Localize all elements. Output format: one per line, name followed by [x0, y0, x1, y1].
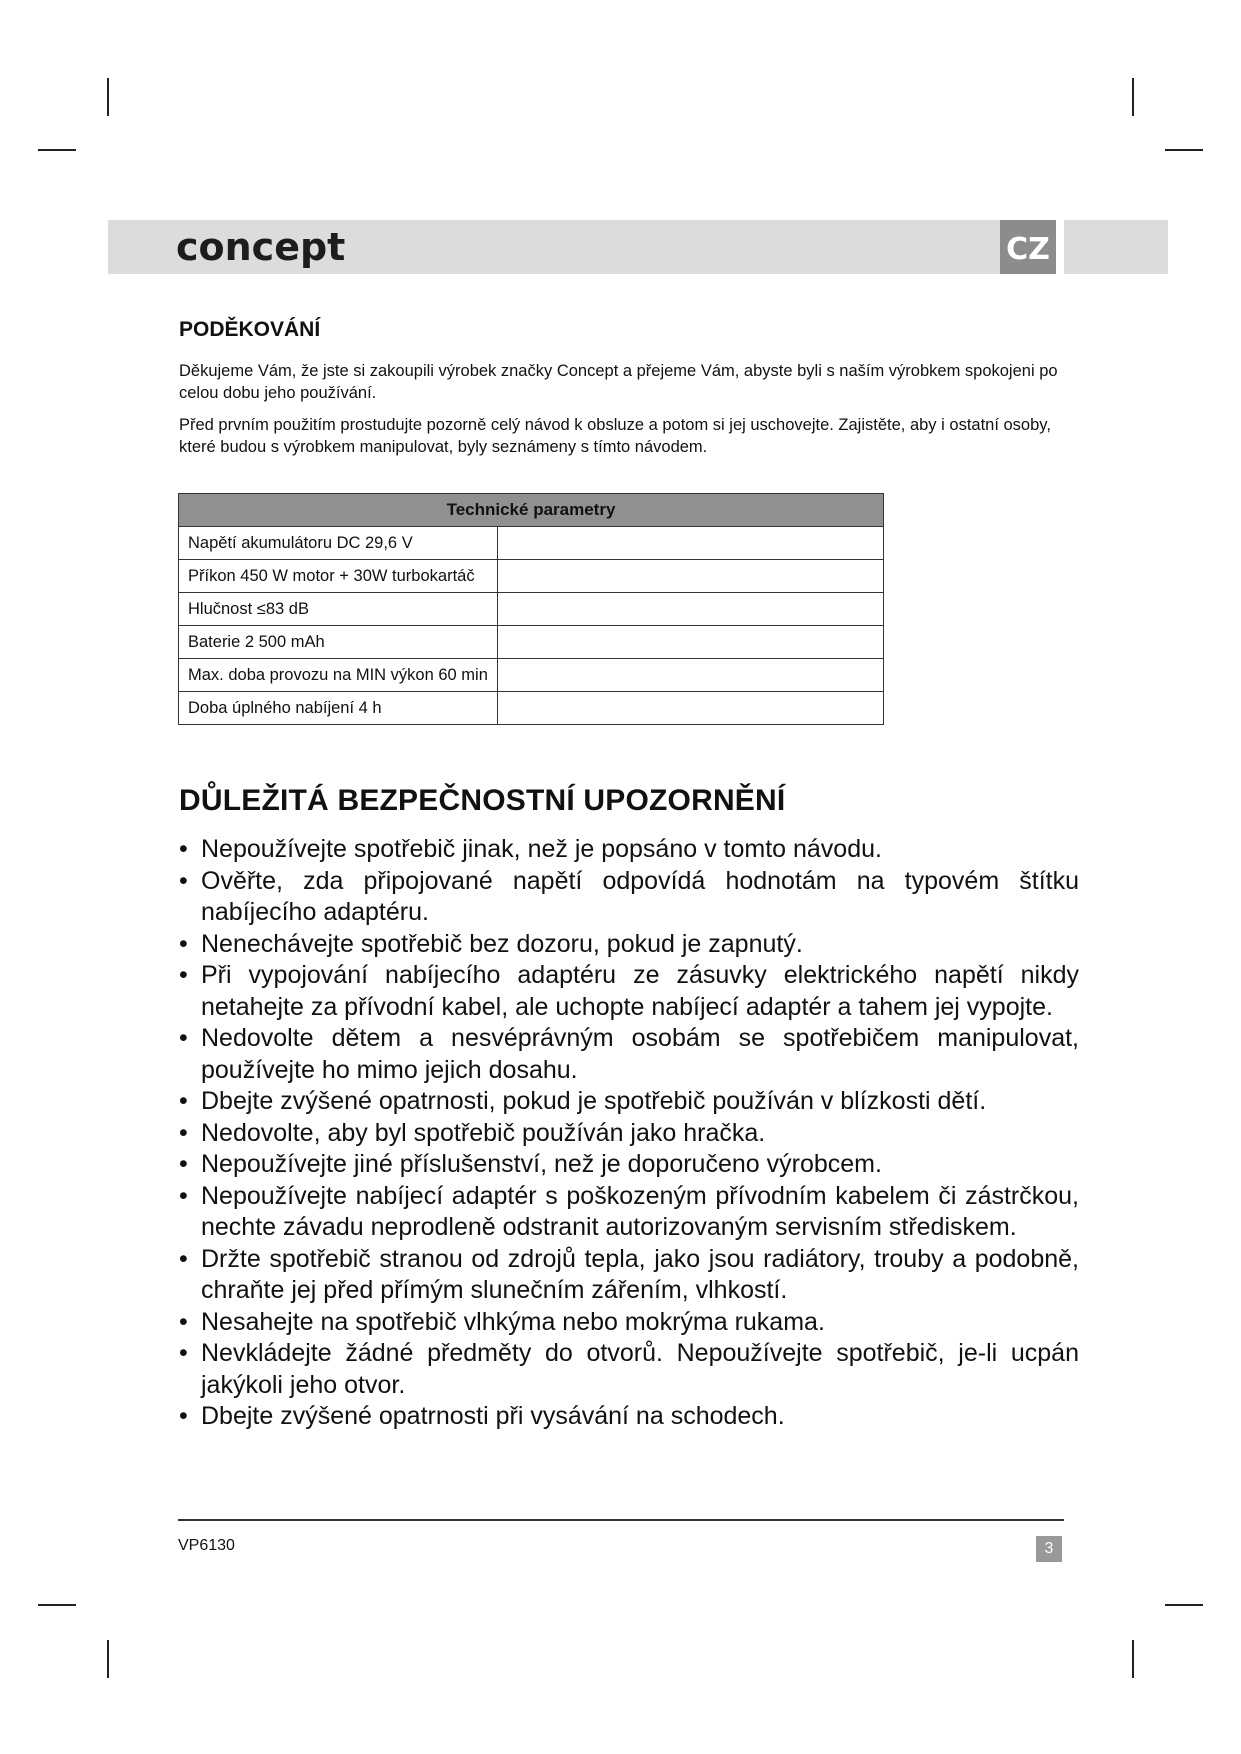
list-item-text: Nedovolte dětem a nesvéprávným osobám se spotřebičem manipulovat, používejte ho mimo jejich dosahu. — [201, 1024, 1079, 1084]
list-item — [179, 1181, 1079, 1244]
crop-mark-top-left — [107, 78, 109, 116]
list-item — [179, 1023, 1079, 1086]
list-item — [179, 834, 1079, 866]
safety-heading: DŮLEŽITÁ BEZPEČNOSTNÍ UPOZORNĚNÍ — [179, 784, 786, 817]
table-row — [179, 692, 884, 725]
list-item — [179, 1401, 1079, 1433]
specs-table — [178, 493, 884, 725]
spec-cell: Max. doba provozu na MIN výkon 60 min — [179, 659, 498, 692]
crop-mark-bottom-left — [107, 1640, 109, 1678]
spec-cell: Napětí akumulátoru DC 29,6 V — [179, 527, 498, 560]
crop-mark-top-right-h — [1165, 149, 1203, 151]
list-item-text: Nesahejte na spotřebič vlhkýma nebo mokrýma rukama. — [201, 1307, 825, 1336]
list-item-text: Nedovolte, aby byl spotřebič používán jako hračka. — [201, 1118, 766, 1147]
list-item-text: Nevkládejte žádné předměty do otvorů. Nepoužívejte spotřebič, je-li ucpán jakýkoli jeho otvor. — [201, 1339, 1079, 1399]
specs-table-title: Technické parametry — [179, 494, 884, 527]
list-item-text: Ověřte, zda připojované napětí odpovídá hodnotám na typovém štítku nabíjecího adaptéru. — [201, 866, 1079, 926]
table-row — [179, 593, 884, 626]
list-item-text: Držte spotřebič stranou od zdrojů tepla, jako jsou radiátory, trouby a podobně, chraňte jej před přímým slunečním zářením, vlhkostí. — [201, 1244, 1079, 1304]
list-item — [179, 929, 1079, 961]
crop-mark-bottom-right-h — [1165, 1604, 1203, 1606]
spec-cell: Hlučnost ≤83 dB — [179, 593, 498, 626]
bullet: • — [179, 961, 188, 989]
table-row — [179, 560, 884, 593]
list-item — [179, 1086, 1079, 1118]
list-item-text: Nepoužívejte jiné příslušenství, než je doporučeno výrobcem. — [201, 1150, 882, 1178]
bullet: • — [179, 1339, 188, 1367]
list-item — [179, 1244, 1079, 1307]
list-item-text: Nepoužívejte nabíjecí adaptér s poškozeným přívodním kabelem či zástrčkou, nechte závadu neprodleně odstranit autorizovaným servisním střediskem. — [201, 1181, 1079, 1241]
thanks-paragraph: Děkujeme Vám, že jste si zakoupili výrobek značky Concept a přejeme Vám, abyste byli s naším výrobkem spokojeni po celou dobu jeho používání. — [179, 362, 1058, 402]
bullet: • — [179, 1087, 188, 1115]
spec-value-cell — [497, 593, 883, 626]
spec-value-cell — [497, 659, 883, 692]
list-item-text: Nepoužívejte spotřebič jinak, než je popsáno v tomto návodu. — [201, 835, 882, 863]
crop-mark-bottom-left-h — [38, 1604, 76, 1606]
spec-cell: Příkon 450 W motor + 30W turbokartáč — [179, 560, 498, 593]
bullet: • — [179, 1118, 188, 1147]
list-item-text: Dbejte zvýšené opatrnosti, pokud je spotřebič používán v blízkosti dětí. — [201, 1087, 987, 1115]
bullet: • — [179, 835, 188, 863]
table-row — [179, 659, 884, 692]
table-row — [179, 626, 884, 659]
list-item — [179, 960, 1079, 1023]
list-item-text: Při vypojování nabíjecího adaptéru ze zásuvky elektrického napětí nikdy netahejte za přívodní kabel, ale uchopte nabíjecí adaptér a tahem jej vypojte. — [201, 961, 1079, 1021]
bullet: • — [179, 1024, 188, 1052]
bullet: • — [179, 1244, 188, 1273]
brand-logo: concept — [176, 225, 346, 269]
table-row — [179, 527, 884, 560]
bullet: • — [179, 1181, 188, 1210]
model-number: VP6130 — [178, 1537, 235, 1554]
crop-mark-top-right — [1132, 78, 1134, 116]
list-item-text: Nenechávejte spotřebič bez dozoru, pokud je zapnutý. — [201, 929, 803, 958]
list-item — [179, 1149, 1079, 1181]
page-number: 3 — [1036, 1536, 1062, 1562]
spec-value-cell — [497, 692, 883, 725]
list-item — [179, 1307, 1079, 1339]
list-item-text: Dbejte zvýšené opatrnosti při vysávání na schodech. — [201, 1402, 785, 1430]
bullet: • — [179, 866, 188, 895]
safety-list — [179, 834, 1079, 1433]
list-item — [179, 1338, 1079, 1401]
bullet: • — [179, 1307, 188, 1336]
footer-divider — [178, 1519, 1064, 1521]
language-badge: CZ — [1000, 220, 1056, 274]
bullet: • — [179, 1402, 188, 1430]
spec-value-cell — [497, 527, 883, 560]
header-band-gap — [1056, 220, 1064, 274]
bullet: • — [179, 929, 188, 958]
thanks-heading: PODĚKOVÁNÍ — [179, 318, 321, 341]
bullet: • — [179, 1150, 188, 1178]
list-item — [179, 866, 1079, 929]
spec-cell: Doba úplného nabíjení 4 h — [179, 692, 498, 725]
spec-value-cell — [497, 560, 883, 593]
instructions-paragraph: Před prvním použitím prostudujte pozorně celý návod k obsluze a potom si jej uschovejte. Zajistěte, aby i ostatní osoby, které budou s výrobkem manipulovat, byly seznámeny s tímto návodem. — [179, 416, 1051, 456]
list-item — [179, 1118, 1079, 1150]
spec-cell: Baterie 2 500 mAh — [179, 626, 498, 659]
crop-mark-bottom-right — [1132, 1640, 1134, 1678]
spec-value-cell — [497, 626, 883, 659]
crop-mark-top-left-h — [38, 149, 76, 151]
